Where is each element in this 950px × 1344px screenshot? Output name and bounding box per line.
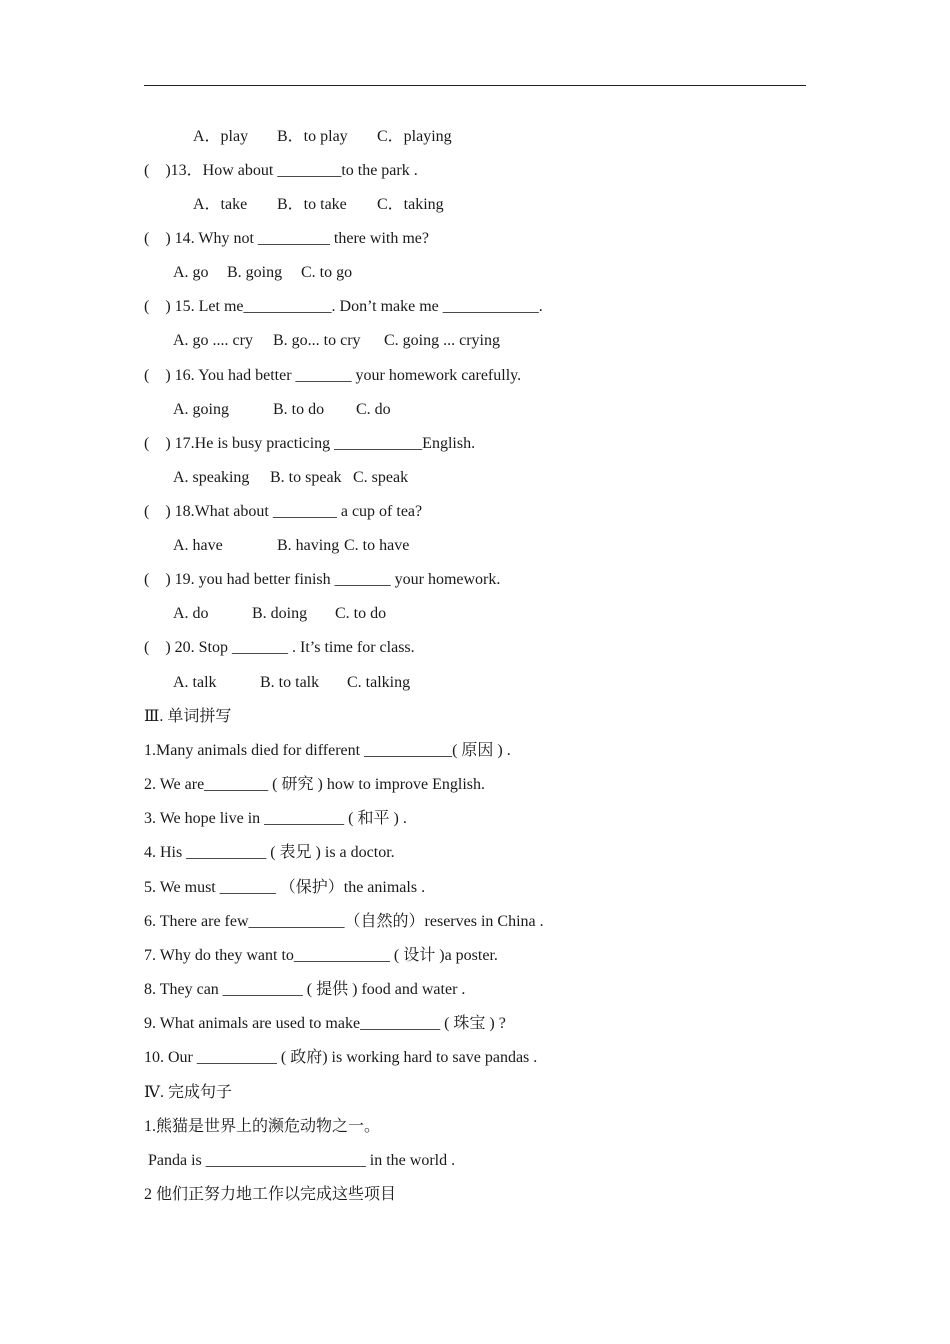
q15-option-b: B. go... to cry bbox=[273, 332, 361, 349]
q16-option-c: C. do bbox=[356, 401, 391, 418]
spelling-item-3: 3. We hope live in __________ ( 和平 ) . bbox=[144, 810, 407, 827]
spelling-item-9: 9. What animals are used to make__________ ( 珠宝 ) ? bbox=[144, 1015, 506, 1032]
q19-option-a: A. do bbox=[173, 605, 209, 622]
q15-option-c: C. going ... crying bbox=[384, 332, 500, 349]
q17-option-a: A. speaking bbox=[173, 469, 250, 486]
question-20: ( ) 20. Stop _______ . It’s time for class. bbox=[144, 639, 415, 656]
q14-option-a: A. go bbox=[173, 264, 209, 281]
q19-option-c: C. to do bbox=[335, 605, 387, 622]
question-14: ( ) 14. Why not _________ there with me? bbox=[144, 230, 429, 247]
q13-option-a: A．take bbox=[193, 196, 248, 213]
q14-option-b: B. going bbox=[227, 264, 283, 281]
q13-option-b: B．to take bbox=[277, 196, 347, 213]
q12-option-c: C．playing bbox=[377, 128, 452, 145]
header-rule bbox=[144, 85, 806, 86]
spelling-item-4: 4. His __________ ( 表兄 ) is a doctor. bbox=[144, 844, 395, 861]
spelling-item-5: 5. We must _______ （保护）the animals . bbox=[144, 879, 426, 896]
q17-option-c: C. speak bbox=[353, 469, 409, 486]
sentence-1-english: Panda is ____________________ in the world . bbox=[144, 1152, 456, 1169]
spelling-item-8: 8. They can __________ ( 提供 ) food and water . bbox=[144, 981, 466, 998]
question-13: ( )13．How about ________to the park . bbox=[144, 162, 418, 179]
q12-option-b: B．to play bbox=[277, 128, 348, 145]
question-16: ( ) 16. You had better _______ your homework carefully. bbox=[144, 367, 522, 384]
q18-option-b: B. having bbox=[277, 537, 340, 554]
q19-option-b: B. doing bbox=[252, 605, 308, 622]
q14-option-c: C. to go bbox=[301, 264, 353, 281]
q20-option-c: C. talking bbox=[347, 674, 411, 691]
spelling-item-1: 1.Many animals died for different ___________( 原因 ) . bbox=[144, 742, 511, 759]
spelling-item-10: 10. Our __________ ( 政府) is working hard to save pandas . bbox=[144, 1049, 538, 1066]
spelling-item-6: 6. There are few____________（自然的）reserves in China . bbox=[144, 913, 544, 930]
section-4-heading: Ⅳ. 完成句子 bbox=[144, 1084, 232, 1101]
sentence-1-chinese: 1.熊猫是世界上的濒危动物之一。 bbox=[144, 1118, 381, 1135]
question-19: ( ) 19. you had better finish _______ your homework. bbox=[144, 571, 501, 588]
q15-option-a: A. go .... cry bbox=[173, 332, 253, 349]
sentence-2-chinese: 2 他们正努力地工作以完成这些项目 bbox=[144, 1186, 397, 1203]
question-18: ( ) 18.What about ________ a cup of tea? bbox=[144, 503, 423, 520]
q20-option-a: A. talk bbox=[173, 674, 217, 691]
q12-option-a: A．play bbox=[193, 128, 249, 145]
question-17: ( ) 17.He is busy practicing ___________English. bbox=[144, 435, 476, 452]
question-15: ( ) 15. Let me___________. Don’t make me ____________. bbox=[144, 298, 543, 315]
q17-option-b: B. to speak bbox=[270, 469, 342, 486]
q16-option-b: B. to do bbox=[273, 401, 325, 418]
spelling-item-7: 7. Why do they want to____________ ( 设计 )a poster. bbox=[144, 947, 498, 964]
q20-option-b: B. to talk bbox=[260, 674, 320, 691]
q18-option-a: A. have bbox=[173, 537, 223, 554]
q13-option-c: C．taking bbox=[377, 196, 444, 213]
q16-option-a: A. going bbox=[173, 401, 229, 418]
section-3-heading: Ⅲ. 单词拼写 bbox=[144, 708, 232, 725]
q18-option-c: C. to have bbox=[344, 537, 410, 554]
spelling-item-2: 2. We are________ ( 研究 ) how to improve English. bbox=[144, 776, 486, 793]
